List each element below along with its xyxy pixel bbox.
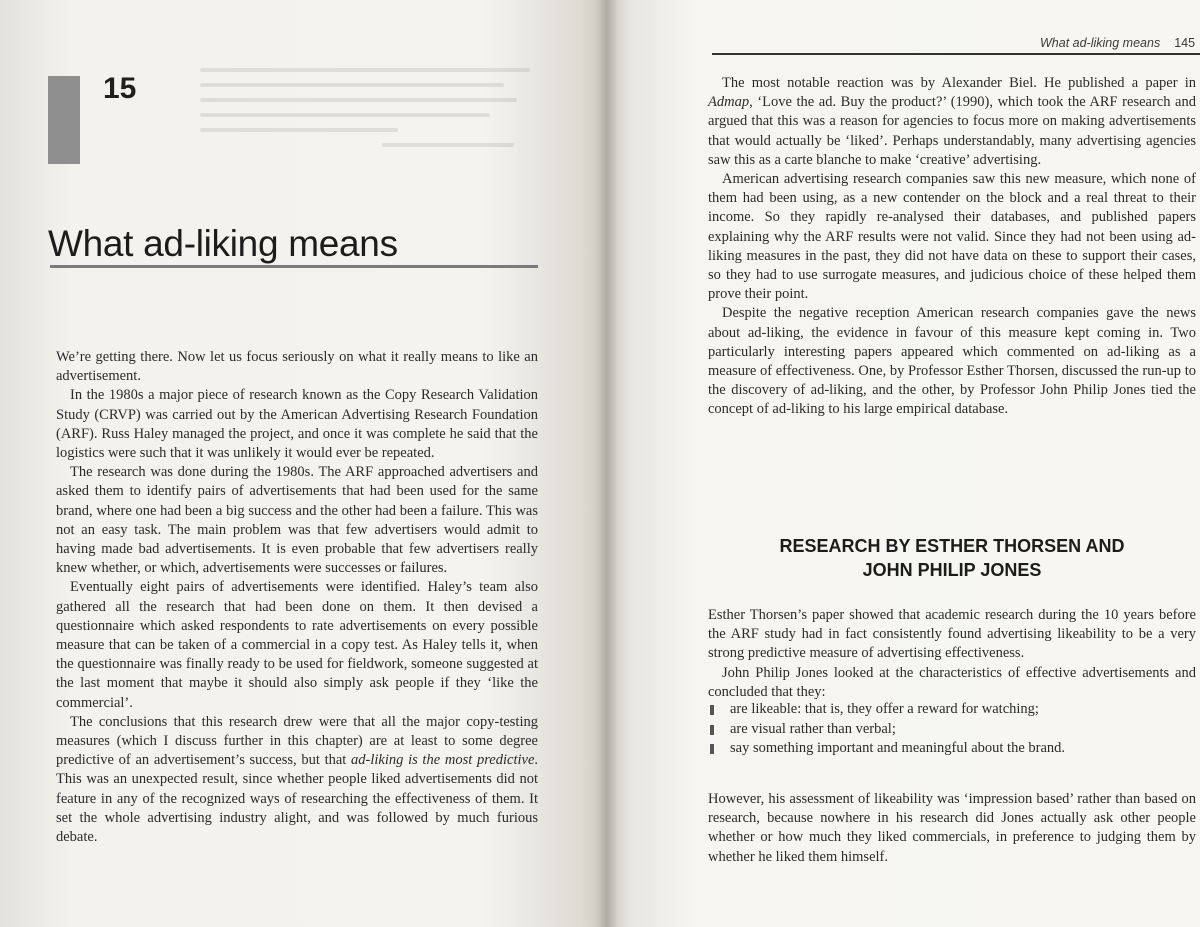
section-heading-line: RESEARCH BY ESTHER THORSEN AND bbox=[779, 536, 1125, 556]
running-head-title: What ad-liking means bbox=[1040, 36, 1161, 50]
text-run: The conclusions that this research drew were that all the major copy-testing measures (which I discuss further in this chapter) are at least to some degree predictive of an advertisement’s success, but that bbox=[56, 713, 538, 769]
title-rule bbox=[50, 265, 538, 268]
emphasis-text: Admap bbox=[708, 94, 750, 111]
section-body-text bbox=[708, 606, 1196, 702]
section-heading bbox=[708, 534, 1196, 582]
text-run: , ‘Love the ad. Buy the product?’ (1990), which took the ARF research and argued that this was a reason for agencies to focus more on making advertisements that would actually be ‘liked’. Perhaps understandably, many advertising agencies saw this as a carte blanche to make ‘creative’ advertising. bbox=[708, 94, 1196, 168]
paragraph bbox=[708, 74, 1196, 170]
text-run: The most notable reaction was by Alexander Biel. He published a paper in bbox=[722, 75, 1196, 91]
list-item bbox=[710, 739, 1190, 759]
left-body-text bbox=[56, 348, 538, 847]
paragraph: In the 1980s a major piece of research known as the Copy Research Validation Study (CRVP) was carried out by the American Advertising Research Foundation (ARF). Russ Haley managed the project, and once it was complete he said that the logistics were such that it was unlikely it would ever be repeated. bbox=[56, 387, 538, 462]
bullet-icon bbox=[710, 725, 714, 735]
paragraph: American advertising research companies saw this new measure, which none of them had been using, as a new contender on the block and a real threat to their income. So they rapidly re-analysed their databases, and published papers explaining why the ARF results were not valid. Since they had not been using ad-liking measures in the past, they did not have data on these to support their cases, so they had to use surrogate measures, and judicious choice of these helped them prove their point. bbox=[708, 171, 1196, 303]
emphasis-text: ad-liking is the most predictive bbox=[351, 752, 535, 769]
list-item-text: are likeable: that is, they offer a reward for watching; bbox=[730, 701, 1039, 717]
paragraph: Esther Thorsen’s paper showed that academic research during the 10 years before the ARF study had in fact consistently found advertising likeability to be a very strong predictive measure of advertising effectiveness. bbox=[708, 607, 1196, 662]
list-item bbox=[710, 700, 1190, 720]
bleed-through-text bbox=[200, 68, 530, 178]
chapter-marker-bar bbox=[48, 76, 80, 164]
bullet-icon bbox=[710, 705, 714, 715]
bullet-icon bbox=[710, 744, 714, 754]
chapter-number: 15 bbox=[103, 72, 137, 105]
paragraph: However, his assessment of likeability was ‘impression based’ rather than based on research, because nowhere in his research did Jones actually ask other people whether or how much they liked commercials, in preference to judging them by whether he liked them himself. bbox=[708, 791, 1196, 865]
paragraph: Eventually eight pairs of advertisements were identified. Haley’s team also gathered all the research that had been done on them. It then devised a questionnaire which asked respondents to rate advertisements on every possible measure that can be taken of a commercial in a copy test. As Haley tells it, when the questionnaire was finally ready to be used for fieldwork, someone suggested at the last moment that maybe it should also simply ask people if they ‘like the commercial’. bbox=[56, 579, 538, 711]
chapter-title: What ad-liking means bbox=[48, 223, 398, 264]
paragraph: John Philip Jones looked at the characteristics of effective advertisements and concluded that they: bbox=[708, 664, 1196, 700]
right-body-text bbox=[708, 74, 1196, 420]
section-heading-line: JOHN PHILIP JONES bbox=[862, 560, 1042, 580]
paragraph bbox=[56, 713, 538, 847]
list-item-text: are visual rather than verbal; bbox=[730, 720, 896, 737]
bullet-list bbox=[710, 700, 1190, 759]
paragraph: The research was done during the 1980s. The ARF approached advertisers and asked them to identify pairs of advertisements that had been used for the same brand, where one had been a big success and the other had been a failure. This was not an easy task. The main problem was that few advertisers would admit to having made bad advertisements. It is even probable that few advertisers really knew whether, or which, advertisements were successes or failures. bbox=[56, 464, 538, 577]
book-gutter bbox=[596, 0, 618, 927]
header-rule bbox=[712, 53, 1200, 55]
list-item bbox=[710, 720, 1190, 740]
running-head bbox=[1040, 36, 1200, 50]
list-item-text: say something important and meaningful about the brand. bbox=[730, 740, 1066, 756]
closing-text bbox=[708, 790, 1196, 867]
paragraph: Despite the negative reception American research companies gave the news about ad-liking, the evidence in favour of this measure kept coming in. Two particularly interesting papers appeared which commented on ad-liking as a measure of effectiveness. One, by Professor Esther Thorsen, discussed the run-up to the discovery of ad-liking, and the other, by Professor John Philip Jones tied the concept of ad-liking to his large empirical database. bbox=[708, 305, 1196, 418]
page-number: 145 bbox=[1174, 36, 1196, 50]
text-run: . This was an unexpected result, since whether people liked advertisements did not feature in any of the recognized ways of researching the effectiveness of them. It set the whole advertising industry alight, and was followed by much furious debate. bbox=[56, 752, 538, 846]
paragraph: We’re getting there. Now let us focus seriously on what it really means to like an advertisement. bbox=[56, 349, 538, 385]
